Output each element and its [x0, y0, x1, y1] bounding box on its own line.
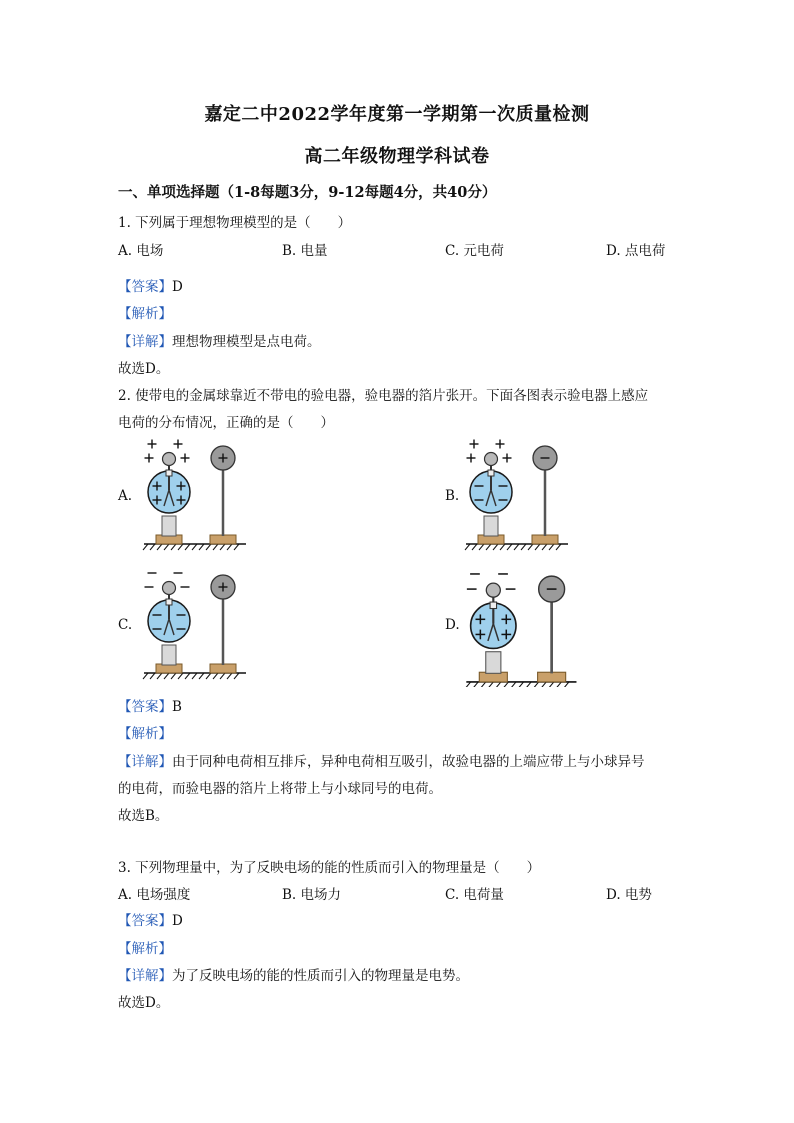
ground-hatch: [206, 544, 211, 550]
section-heading: 一、单项选择题（1-8每题3分，9-12每题4分，共40分）: [118, 184, 497, 201]
ball-stand-base: [538, 672, 566, 682]
ground-hatch: [227, 544, 232, 550]
q2-answer: [118, 695, 182, 715]
ground-hatch: [192, 544, 197, 550]
electroscope-group: [465, 440, 568, 551]
ground-hatch: [178, 544, 183, 550]
answer-value: B: [172, 699, 182, 715]
ground-hatch: [185, 544, 190, 550]
electroscope-figure-a: [140, 432, 250, 552]
q3-option-b: B. 电场力: [282, 887, 342, 903]
ground-hatch: [472, 544, 477, 550]
q1-detail: [118, 330, 321, 350]
electroscope-collar: [490, 602, 496, 608]
answer-tag: 【答案】: [118, 699, 172, 715]
q3-answer: [118, 909, 183, 929]
q2-conclusion: 故选B。: [118, 808, 169, 824]
electroscope-stand: [484, 516, 498, 536]
q3-option-c: C. 电荷量: [445, 887, 504, 903]
answer-tag: 【答案】: [118, 279, 172, 295]
figure-label-a: A.: [118, 488, 133, 504]
ground-hatch: [157, 673, 162, 679]
electroscope-collar: [166, 599, 172, 605]
detail-text: 理想物理模型是点电荷。: [172, 334, 321, 350]
q2-detail-line1: [118, 750, 645, 770]
q3-detail: [118, 964, 469, 984]
detail-tag: 【详解】: [118, 968, 172, 984]
ground-hatch: [507, 544, 512, 550]
electroscope-group: [143, 573, 246, 679]
page-title: 嘉定二中2022学年度第一学期第一次质量检测: [204, 104, 590, 125]
q2-analysis-tag: 【解析】: [118, 726, 172, 742]
ground-hatch: [528, 544, 533, 550]
detail-text: 由于同种电荷相互排斥，异种电荷相互吸引，故验电器的上端应带上与小球异号: [172, 754, 645, 770]
q3-analysis-tag: 【解析】: [118, 941, 172, 957]
q1-stem: 1. 下列属于理想物理模型的是（ ）: [118, 215, 352, 231]
ground-hatch: [220, 673, 225, 679]
figure-label-c: C.: [118, 617, 133, 633]
ground-hatch: [486, 544, 491, 550]
ground-hatch: [549, 544, 554, 550]
detail-tag: 【详解】: [118, 754, 172, 770]
q1-analysis-tag: 【解析】: [118, 306, 172, 322]
electroscope-stand: [486, 652, 501, 674]
ground-hatch: [479, 544, 484, 550]
ground-hatch: [199, 673, 204, 679]
q2-detail-line2: 的电荷，而验电器的箔片上将带上与小球同号的电荷。: [118, 781, 442, 797]
ball-stand-base: [210, 664, 236, 673]
q1-answer: [118, 275, 183, 295]
ball-stand-base: [532, 535, 558, 544]
ground-hatch: [171, 544, 176, 550]
page-subtitle: 高二年级物理学科试卷: [304, 146, 490, 167]
ground-hatch: [234, 673, 239, 679]
q2-stem-line2: 电荷的分布情况，正确的是（ ）: [118, 415, 334, 431]
electroscope-group: [465, 574, 576, 687]
answer-value: D: [172, 279, 183, 295]
q1-option-c: C. 元电荷: [445, 243, 504, 259]
ground-hatch: [206, 673, 211, 679]
q3-stem: 3. 下列物理量中，为了反映电场的能的性质而引入的物理量是（ ）: [118, 860, 541, 876]
answer-value: D: [172, 913, 183, 929]
electroscope-knob: [485, 453, 498, 466]
q2-stem-line1: 2. 使带电的金属球靠近不带电的验电器，验电器的箔片张开。下面各图表示验电器上感应: [118, 388, 649, 404]
ground-hatch: [493, 544, 498, 550]
electroscope-collar: [166, 470, 172, 476]
electroscope-knob: [163, 582, 176, 595]
ground-hatch: [213, 544, 218, 550]
ground-hatch: [514, 544, 519, 550]
electroscope-figure-c: [140, 561, 250, 681]
electroscope-stand: [162, 516, 176, 536]
electroscope-collar: [488, 470, 494, 476]
q1-option-a: A. 电场: [118, 243, 164, 259]
q3-conclusion: 故选D。: [118, 995, 170, 1011]
ground-hatch: [220, 544, 225, 550]
q3-option-d: D. 电势: [606, 887, 652, 903]
electroscope-group: [143, 440, 246, 551]
q3-option-a: A. 电场强度: [118, 887, 191, 903]
ground-hatch: [556, 544, 561, 550]
ground-hatch: [157, 544, 162, 550]
q1-conclusion: 故选D。: [118, 361, 170, 377]
ground-hatch: [143, 673, 148, 679]
ground-hatch: [178, 673, 183, 679]
detail-text: 为了反映电场的能的性质而引入的物理量是电势。: [172, 968, 469, 984]
answer-tag: 【答案】: [118, 913, 172, 929]
ball-stand-base: [210, 535, 236, 544]
ground-hatch: [465, 544, 470, 550]
detail-tag: 【详解】: [118, 334, 172, 350]
ground-hatch: [164, 544, 169, 550]
ground-hatch: [213, 673, 218, 679]
electroscope-stand: [162, 645, 176, 665]
ground-hatch: [164, 673, 169, 679]
ground-hatch: [535, 544, 540, 550]
ground-hatch: [542, 544, 547, 550]
q1-option-d: D. 点电荷: [606, 243, 666, 259]
ground-hatch: [500, 544, 505, 550]
ground-hatch: [192, 673, 197, 679]
ground-hatch: [521, 544, 526, 550]
ground-hatch: [234, 544, 239, 550]
ground-hatch: [150, 673, 155, 679]
ground-hatch: [227, 673, 232, 679]
q1-option-b: B. 电量: [282, 243, 328, 259]
ground-hatch: [185, 673, 190, 679]
ground-hatch: [199, 544, 204, 550]
ground-hatch: [171, 673, 176, 679]
electroscope-figure-b: [462, 432, 572, 552]
ground-hatch: [150, 544, 155, 550]
figure-label-b: B.: [445, 488, 460, 504]
electroscope-knob: [163, 453, 176, 466]
ground-hatch: [143, 544, 148, 550]
electroscope-knob: [486, 583, 500, 597]
electroscope-figure-d: [462, 561, 588, 687]
figure-label-d: D.: [445, 617, 460, 633]
